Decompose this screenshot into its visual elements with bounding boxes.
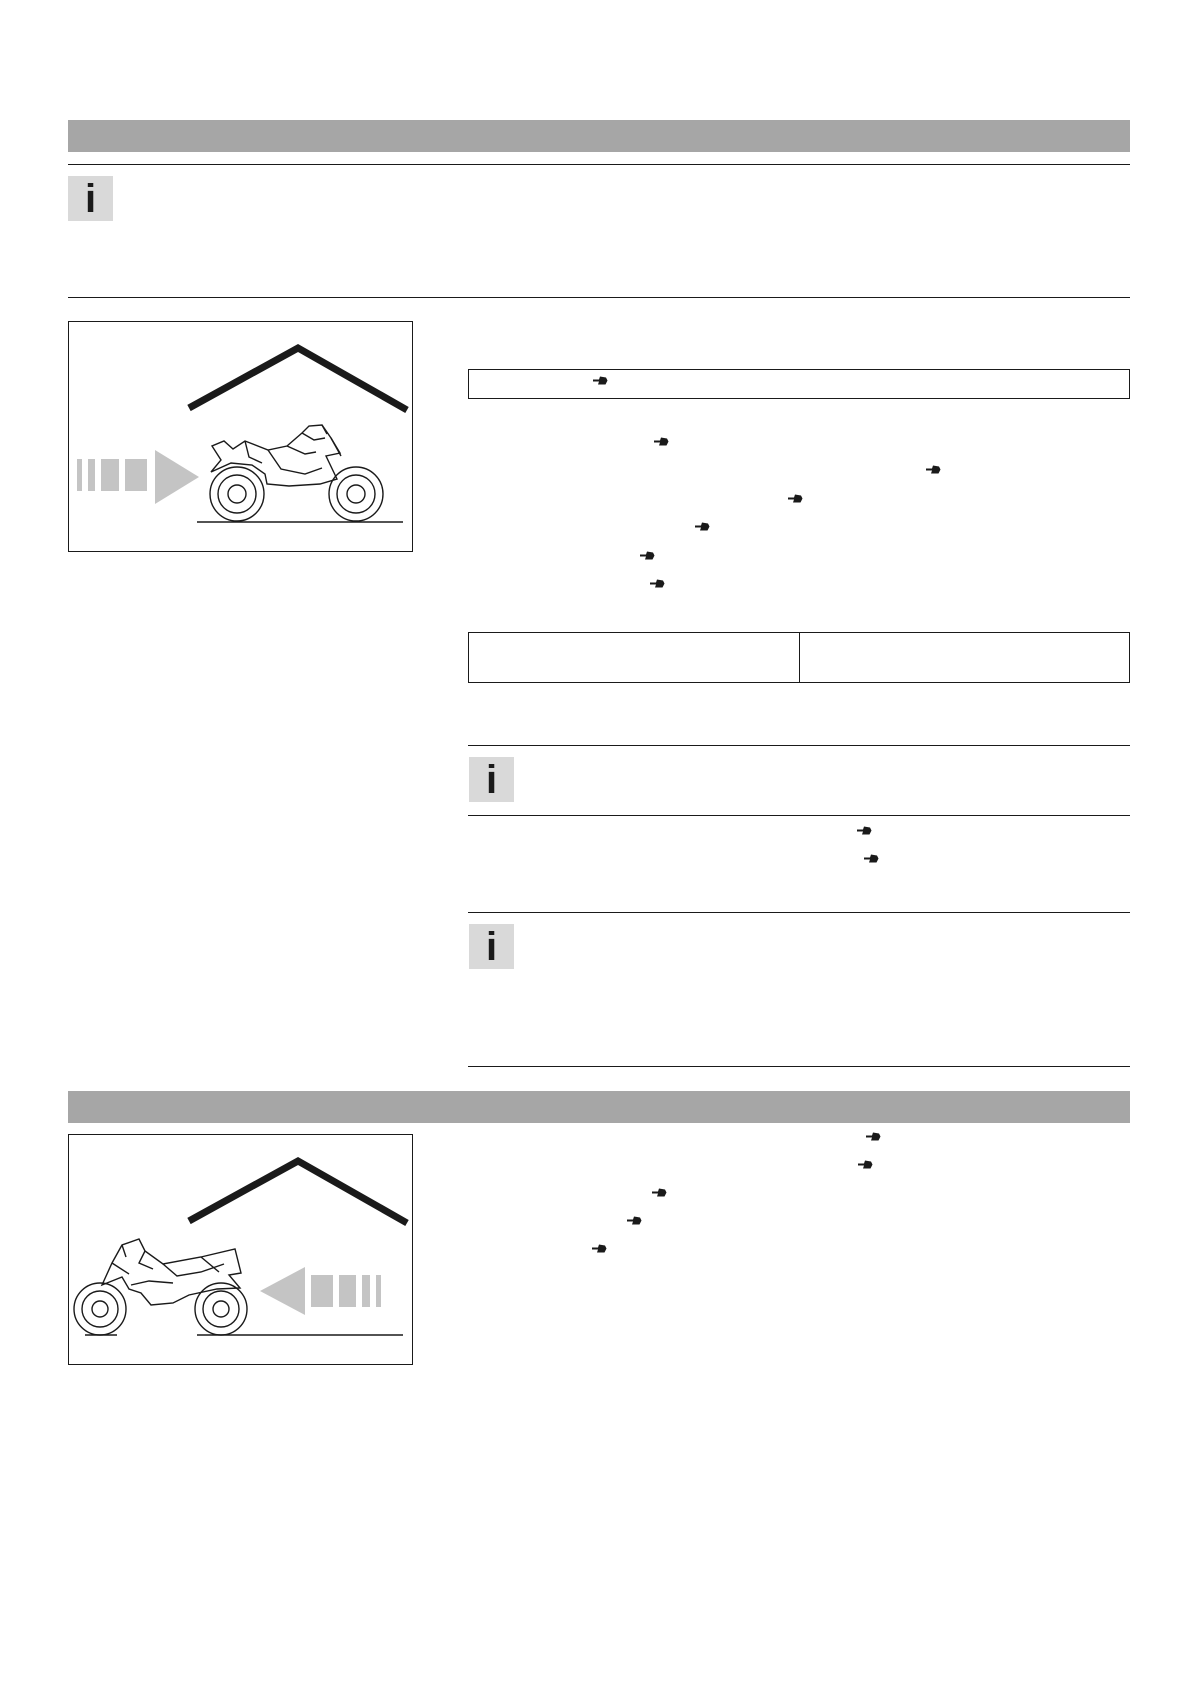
pointing-hand-icon[interactable]: [652, 1188, 667, 1197]
info-glyph: i: [485, 757, 498, 802]
info-icon: [469, 757, 514, 802]
divider: [468, 912, 1130, 913]
specification-table: [468, 632, 1130, 683]
section-header-bar: [68, 1091, 1130, 1123]
pointing-hand-icon[interactable]: [857, 826, 872, 835]
pointing-hand-icon[interactable]: [593, 376, 608, 385]
pointing-hand-icon[interactable]: [592, 1244, 607, 1253]
pointing-hand-icon[interactable]: [858, 1160, 873, 1169]
pointing-hand-icon[interactable]: [627, 1216, 642, 1225]
info-glyph: i: [485, 924, 498, 969]
vehicle-out-of-garage-drawing: [69, 1135, 412, 1364]
storage-entry-illustration: [68, 321, 413, 552]
info-icon: [68, 176, 113, 221]
pointing-hand-icon[interactable]: [788, 494, 803, 503]
section-header-bar: [68, 120, 1130, 152]
pointing-hand-icon[interactable]: [695, 522, 710, 531]
table-cell: [469, 633, 799, 682]
storage-exit-illustration: [68, 1134, 413, 1365]
divider: [468, 1066, 1130, 1067]
pointing-hand-icon[interactable]: [926, 465, 941, 474]
pointing-hand-icon[interactable]: [654, 437, 669, 446]
info-glyph: i: [84, 176, 97, 221]
divider: [68, 164, 1130, 165]
pointing-hand-icon[interactable]: [864, 854, 879, 863]
info-icon: [469, 924, 514, 969]
divider: [468, 815, 1130, 816]
divider: [68, 297, 1130, 298]
pointing-hand-icon[interactable]: [866, 1132, 881, 1141]
divider: [468, 745, 1130, 746]
reference-box: [468, 369, 1130, 399]
table-cell: [799, 633, 1130, 682]
pointing-hand-icon[interactable]: [650, 579, 665, 588]
vehicle-into-garage-drawing: [69, 322, 412, 551]
pointing-hand-icon[interactable]: [640, 551, 655, 560]
